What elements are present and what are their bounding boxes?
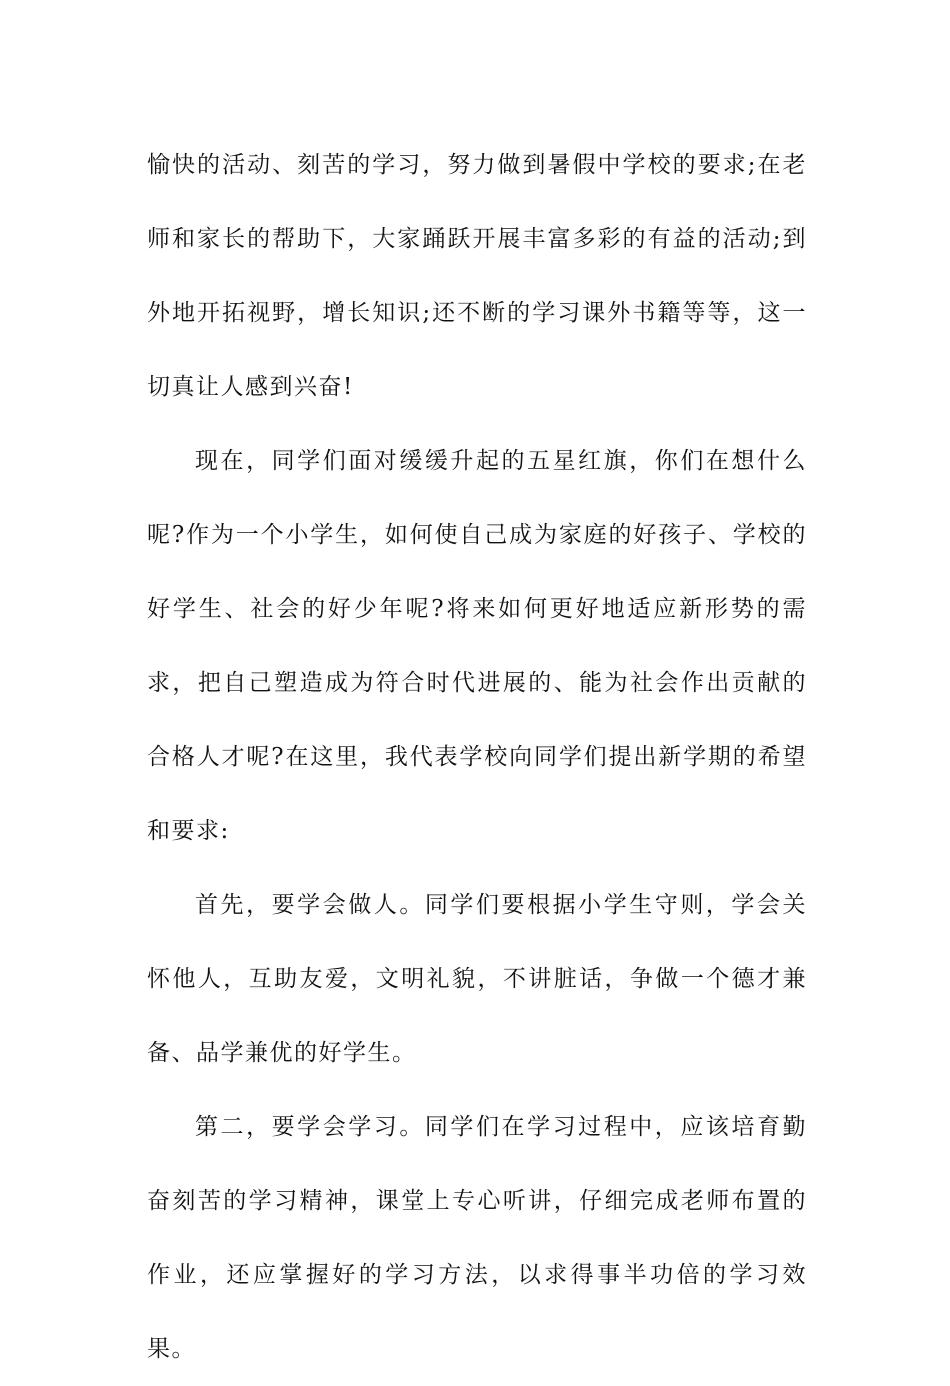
paragraph-1: 愉快的活动、刻苦的学习，努力做到暑假中学校的要求;在老师和家长的帮助下，大家踊跃开展丰富多彩的有益的活动;到外地开拓视野，增长知识;还不断的学习课外书籍等等，这一切真让人感到兴奋! bbox=[147, 152, 807, 400]
document-body bbox=[147, 128, 807, 1386]
paragraph-2: 现在，同学们面对缓缓升起的五星红旗，你们在想什么呢?作为一个小学生，如何使自己成为家庭的好孩子、学校的好学生、社会的好少年呢?将来如何更好地适应新形势的需求，把自己塑造成为符合时代进展的、能为社会作出贡献的合格人才呢?在这里，我代表学校向同学们提出新学期的希望和要求: bbox=[147, 448, 807, 844]
paragraph-4: 第二，要学会学习。同学们在学习过程中，应该培育勤奋刻苦的学习精神，课堂上专心听讲，仔细完成老师布置的作业，还应掌握好的学习方法，以求得事半功倍的学习效果。 bbox=[147, 1114, 807, 1362]
paragraph-3: 首先，要学会做人。同学们要根据小学生守则，学会关怀他人，互助友爱，文明礼貌，不讲脏话，争做一个德才兼备、品学兼优的好学生。 bbox=[147, 892, 807, 1066]
